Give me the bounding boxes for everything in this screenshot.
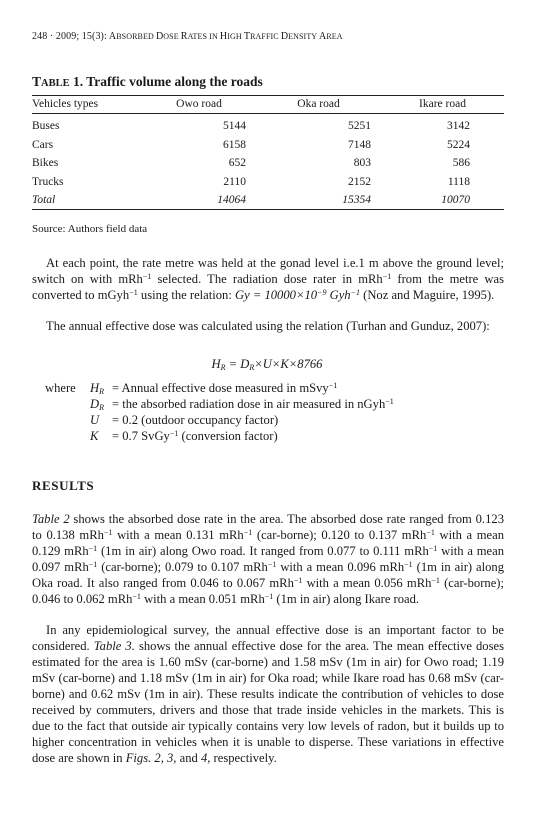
table-cell: 14064	[142, 191, 256, 210]
table-source-note: Source: Authors field data	[32, 223, 148, 235]
table-cell: 5224	[447, 138, 470, 151]
column-header: Vehicles types	[32, 96, 142, 114]
figure-reference: 4,	[200, 751, 211, 765]
table-cell: 3142	[447, 120, 470, 133]
table-cell: Cars	[32, 138, 54, 151]
column-header: Oka road	[256, 96, 381, 114]
running-header: 248 · 2009; 15(3): ABSORBED DOSE RATES IN HIGH TRAFFIC DENSITY AREA	[32, 31, 343, 42]
table-title: TABLE 1. Traffic volume along the roads	[32, 74, 263, 89]
table-row	[32, 173, 504, 192]
table-cell: Bikes	[32, 157, 59, 170]
table-cell: 10070	[381, 191, 504, 210]
table-cell: 2110	[223, 176, 246, 189]
variable-definition: = the absorbed radiation dose in air measured in nGyh$^{-1}$	[112, 397, 394, 411]
definition-row	[45, 412, 394, 428]
definition-row	[45, 396, 394, 412]
table-cell: Total	[32, 191, 142, 210]
paragraph-dose-rate: Table 2 shows the absorbed dose rate in the area. The absorbed dose rate ranged from 0.123 to 0.138 mRh$^{-1}$ with a mean 0.131 mRh$^{-1}$ (car-borne); 0.120 to 0.137 mRh$^{-1}$ with a mean 0.129 mRh$^{-1}$ (1m in air) along Owo road. It ranged from 0.077 to 0.111 mRh$^{-1}$ with a mean 0.097 mRh$^{-1}$ (car-borne); 0.079 to 0.107 mRh$^{-1}$ with a mean 0.096 mRh$^{-1}$ (1m in air) along Oka road. It also ranged from 0.046 to 0.067 mRh$^{-1}$ with a mean 0.056 mRh$^{-1}$ (car-borne); 0.046 to 0.062 mRh$^{-1}$ with a mean 0.051 mRh$^{-1}$ (1m in air) along Ikare road.	[32, 512, 505, 606]
table-cell: 7148	[348, 138, 371, 151]
table-cell: 803	[353, 157, 371, 170]
table-reference: Table 3.	[93, 639, 135, 653]
table-row	[32, 136, 504, 155]
variable-definition: = 0.2 (outdoor occupancy factor)	[112, 413, 279, 427]
table-cell: 15354	[256, 191, 381, 210]
variable-symbol: $D_R$	[90, 397, 104, 412]
table-row	[32, 154, 504, 173]
variable-symbol: $H_R$	[90, 381, 104, 396]
column-header: Owo road	[142, 96, 256, 114]
figure-reference: Figs. 2, 3,	[125, 751, 177, 765]
table-total-row	[32, 191, 504, 210]
dose-equation: $H_R = D_R\times U\times K\times 8766$	[211, 357, 323, 372]
variable-symbol: U	[90, 413, 100, 427]
table-row	[32, 114, 504, 136]
paragraph-annual-dose: The annual effective dose was calculated using the relation (Turhan and Gunduz, 2007):	[46, 319, 490, 333]
traffic-volume-table	[32, 95, 504, 210]
table-cell: 586	[452, 157, 470, 170]
table-cell: 5251	[348, 120, 371, 133]
table-cell: 5144	[223, 120, 246, 133]
table-cell: 1118	[447, 176, 470, 189]
paragraph-effective-dose: In any epidemiological survey, the annual effective dose is an important factor to be considered. Table 3. shows the annual effective dose for the area. The mean effective doses estimated for the area is 1.60 mSv (car-borne) and 1.58 mSv (1m in air) for Owo road; 1.19 mSv (car-borne) and 1.18 mSv (1m in air) for Oka road; while Ikare road has 0.68 mSv (car-borne) and 0.62 mSv (1m in air). These results indicate the contribution of vehicles to dose received by commuters, drivers and those that trade inside vehicles in the markets. This is due to the fact that outside air typically contains very low levels of radon, but it builds up to higher concentration in vehicles when it is unable to disperse. These variations in effective dose are shown in Figs. 2, 3, and 4, respectively.	[32, 623, 504, 765]
variable-definition: = 0.7 SvGy$^{-1}$ (conversion factor)	[112, 429, 278, 443]
table-cell: 652	[228, 157, 246, 170]
definition-row	[45, 380, 394, 396]
paragraph-method: At each point, the rate metre was held at the gonad level i.e.1 m above the ground level; switch on with mRh$^{-1}$ selected. The radiation dose rater in mRh$^{-1}$ from the metre was converted to mGyh$^{-1}$ using the relation: $Gy = 10000\times 10^{-9}$ Gyh$^{-1}$ (Noz and Maguire, 1995).	[32, 256, 505, 302]
table-header-row	[32, 96, 504, 114]
results-heading: RESULTS	[32, 478, 95, 493]
equation-variable-definitions	[45, 380, 394, 444]
table-cell: Buses	[32, 120, 60, 133]
variable-symbol: K	[90, 429, 99, 443]
where-label: where	[45, 381, 76, 395]
column-header: Ikare road	[381, 96, 504, 114]
definition-row	[45, 428, 394, 444]
table-reference: Table 2	[32, 512, 70, 526]
variable-definition: = Annual effective dose measured in mSvy$^{-1}$	[112, 381, 338, 395]
table-cell: 6158	[223, 138, 246, 151]
table-cell: 2152	[348, 176, 371, 189]
table-cell: Trucks	[32, 176, 64, 189]
